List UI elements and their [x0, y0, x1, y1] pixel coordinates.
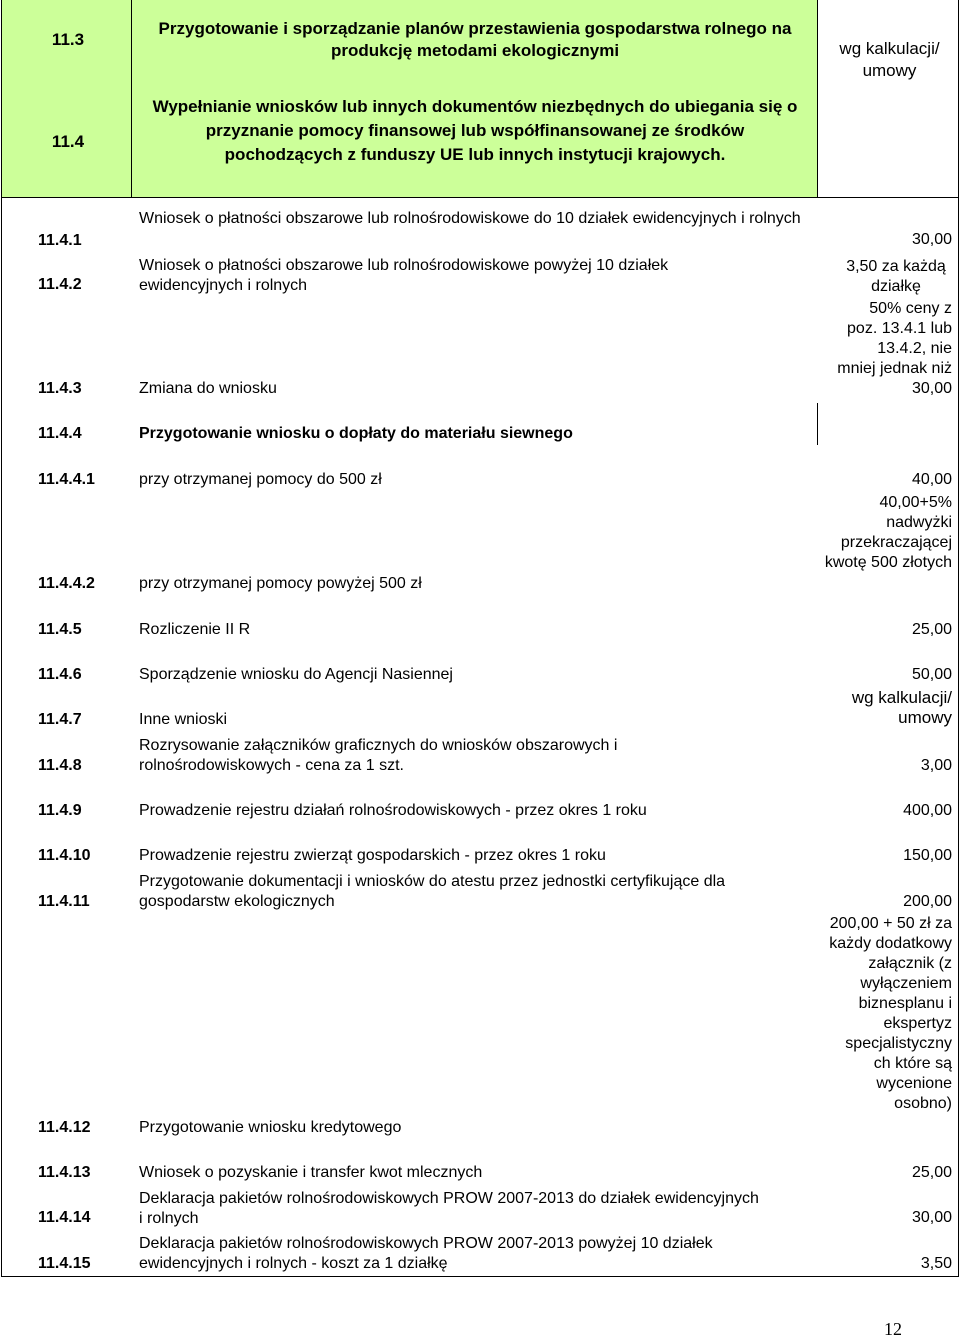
row-11-4-5-price: 25,00 — [911, 621, 952, 638]
row-11-4-4-number: 11.4.4 — [38, 425, 82, 442]
row-11-4-15-number: 11.4.15 — [38, 1255, 91, 1272]
row-11-4-9-number: 11.4.9 — [38, 802, 82, 819]
row-11-4-12-price: 200,00 + 50 zł za każdy dodatkowy załącznik (z wyłączeniem biznesplanu i ekspertyz specjalistyczny ch które są wycenione osobno) — [829, 915, 952, 1112]
row-11-4-11-description: Przygotowanie dokumentacji i wniosków do atestu przez jednostki certyfikujące dla gospodarstw ekologicznych — [139, 873, 726, 910]
row-11-4-3-number: 11.4.3 — [38, 380, 82, 397]
row-11-4-12-description: Przygotowanie wniosku kredytowego — [139, 1119, 402, 1136]
row-11-4-4-2-number: 11.4.4.2 — [38, 575, 95, 592]
row-11-4-6-description: Sporządzenie wniosku do Agencji Nasiennej — [139, 666, 453, 683]
grid-line — [1, 0, 2, 1276]
row-11-4-5-number: 11.4.5 — [38, 621, 82, 638]
row-11-4-10-price: 150,00 — [903, 847, 952, 864]
grid-line — [817, 0, 818, 197]
row-11-4-4-1-description: przy otrzymanej pomocy do 500 zł — [139, 471, 382, 488]
row-11-4-3-description: Zmiana do wniosku — [139, 380, 277, 397]
row-11-4-2-number: 11.4.2 — [38, 276, 82, 293]
row-11-4-14-price: 30,00 — [911, 1209, 952, 1226]
grid-line — [817, 403, 818, 445]
grid-line — [958, 0, 959, 1276]
row-11-4-4-1-number: 11.4.4.1 — [38, 471, 95, 488]
header-row-11-3-description: Przygotowanie i sporządzanie planów przestawienia gospodarstwa rolnego na produkcję metodami ekologicznymi — [158, 19, 792, 60]
row-11-4-9-price: 400,00 — [903, 802, 952, 819]
row-11-4-10-number: 11.4.10 — [38, 847, 91, 864]
row-11-4-7-description: Inne wnioski — [139, 711, 228, 728]
header-row-11-3-number: 11.3 — [51, 30, 85, 49]
row-11-4-13-description: Wniosek o pozyskanie i transfer kwot mlecznych — [139, 1164, 483, 1181]
row-11-4-8-number: 11.4.8 — [38, 757, 82, 774]
row-11-4-5-description: Rozliczenie II R — [139, 621, 251, 638]
row-11-4-4-2-description: przy otrzymanej pomocy powyżej 500 zł — [139, 575, 422, 592]
page-number: 12 — [884, 1319, 902, 1339]
row-11-4-15-description: Deklaracja pakietów rolnośrodowiskowych PROW 2007-2013 powyżej 10 działek ewidencyjnych i rolnych - koszt za 1 działkę — [139, 1235, 713, 1272]
row-11-4-14-number: 11.4.14 — [38, 1209, 91, 1226]
row-11-4-12-number: 11.4.12 — [38, 1119, 91, 1136]
row-11-4-6-price: 50,00 — [911, 666, 952, 683]
row-11-4-1-description: Wniosek o płatności obszarowe lub rolnośrodowiskowe do 10 działek ewidencyjnych i rolnych — [139, 210, 801, 227]
header-row-11-4-description: Wypełnianie wniosków lub innych dokumentów niezbędnych do ubiegania się o przyznanie pomocy finansowej lub współfinansowanej ze środków pochodzących z funduszy UE lub innych instytucji krajowych. — [152, 97, 798, 164]
row-11-4-13-price: 25,00 — [911, 1164, 952, 1181]
row-11-4-10-description: Prowadzenie rejestru zwierząt gospodarskich - przez okres 1 roku — [139, 847, 606, 864]
row-11-4-1-price: 30,00 — [911, 231, 952, 248]
row-11-4-15-price: 3,50 — [920, 1255, 952, 1272]
row-11-4-4-1-price: 40,00 — [911, 471, 952, 488]
row-11-4-7-number: 11.4.7 — [38, 711, 82, 728]
row-11-4-8-price: 3,00 — [920, 757, 952, 774]
row-11-4-14-description: Deklaracja pakietów rolnośrodowiskowych PROW 2007-2013 do działek ewidencyjnych i rolnych — [139, 1190, 759, 1227]
row-11-4-11-number: 11.4.11 — [38, 893, 90, 910]
row-11-4-3-price: 50% ceny z poz. 13.4.1 lub 13.4.2, nie mniej jednak niż 30,00 — [837, 300, 952, 397]
row-11-4-9-description: Prowadzenie rejestru działań rolnośrodowiskowych - przez okres 1 roku — [139, 802, 647, 819]
row-11-4-6-number: 11.4.6 — [38, 666, 82, 683]
header-row-11-3-price: wg kalkulacji/ umowy — [839, 39, 940, 80]
grid-line — [1, 197, 959, 198]
row-11-4-7-price: wg kalkulacji/ umowy — [851, 688, 952, 727]
header-row-11-4-number: 11.4 — [51, 132, 85, 151]
row-11-4-11-price: 200,00 — [903, 893, 952, 910]
row-11-4-2-description: Wniosek o płatności obszarowe lub rolnośrodowiskowe powyżej 10 działek ewidencyjnych i rolnych — [139, 257, 669, 294]
row-11-4-8-description: Rozrysowanie załączników graficznych do wniosków obszarowych i rolnośrodowiskowych - cena za 1 szt. — [139, 737, 618, 774]
row-11-4-1-number: 11.4.1 — [38, 232, 82, 249]
grid-line — [131, 0, 132, 197]
row-11-4-2-price: 3,50 za każdą działkę — [846, 258, 946, 295]
row-11-4-4-description: Przygotowanie wniosku o dopłaty do materiału siewnego — [139, 425, 573, 442]
row-11-4-13-number: 11.4.13 — [38, 1164, 91, 1181]
grid-line — [1, 1276, 959, 1277]
row-11-4-4-2-price: 40,00+5% nadwyżki przekraczającej kwotę 500 złotych — [824, 494, 952, 571]
